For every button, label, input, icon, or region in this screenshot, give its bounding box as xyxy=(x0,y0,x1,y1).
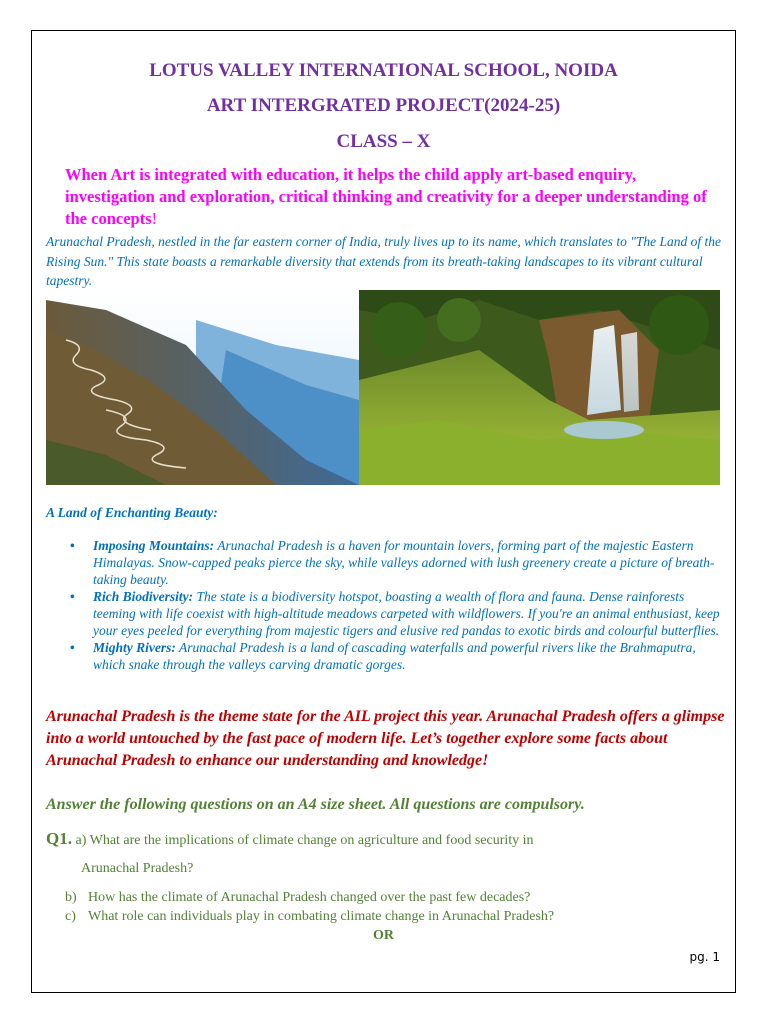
question-1-label: Q1. xyxy=(46,829,72,848)
bullet-title: Mighty Rivers: xyxy=(93,640,176,655)
bullet-icon: • xyxy=(70,538,75,553)
page-number: pg. 1 xyxy=(689,950,720,964)
bullet-title: Imposing Mountains: xyxy=(93,538,215,553)
intro-paragraph xyxy=(65,164,725,230)
intro-text: When Art is integrated with education, it helps the child apply art-based enquiry, investigation and exploration, critical thinking and creativity for a deeper understanding of the concepts xyxy=(65,165,707,228)
list-item xyxy=(70,537,725,588)
project-title: ART INTERGRATED PROJECT(2024-25) xyxy=(206,95,561,116)
class-label: CLASS – X xyxy=(336,131,431,152)
question-1c-label: c) xyxy=(65,909,76,924)
question-1a-continuation: Arunachal Pradesh? xyxy=(81,861,194,876)
list-item xyxy=(70,639,725,673)
question-1a xyxy=(46,829,726,849)
feature-list xyxy=(70,537,725,673)
bullet-text: Arunachal Pradesh is a land of cascading waterfalls and powerful rivers like the Brahmaputra, which snake through the valleys carving dramatic gorges. xyxy=(93,640,696,672)
instruction-text: Answer the following questions on an A4 size sheet. All questions are compulsory. xyxy=(46,796,585,813)
school-name: LOTUS VALLEY INTERNATIONAL SCHOOL, NOIDA xyxy=(149,60,618,81)
description-paragraph: Arunachal Pradesh, nestled in the far eastern corner of India, truly lives up to its name, which translates to "The Land of the Rising Sun." This state boasts a remarkable diversity that extends from its breath-taking landscapes to its vibrant cultural tapestry. xyxy=(46,234,721,288)
bullet-title: Rich Biodiversity: xyxy=(93,589,194,604)
list-item xyxy=(70,588,725,639)
bullet-icon: • xyxy=(70,589,75,604)
question-1a-text: a) What are the implications of climate change on agriculture and food security in xyxy=(71,833,534,848)
question-1b-label: b) xyxy=(65,890,77,905)
waterfall-illustration xyxy=(359,290,720,485)
theme-paragraph: Arunachal Pradesh is the theme state for the AIL project this year. Arunachal Pradesh offers a glimpse into a world untouched by the fast pace of modern life. Let’s together explore some facts about Arunachal Pradesh to enhance our understanding and knowledge! xyxy=(46,708,725,769)
question-1b-text: How has the climate of Arunachal Pradesh changed over the past few decades? xyxy=(88,890,531,905)
waterfall-image xyxy=(359,290,720,485)
mountain-road-image xyxy=(46,290,359,485)
bullet-text: The state is a biodiversity hotspot, boasting a wealth of flora and fauna. Dense rainforests teeming with life coexist with high-altitude meadows carpeted with wildflowers. If you're an animal enthusiast, keep your eyes peeled for everything from majestic tigers and elusive red pandas to exotic birds and colourful butterflies. xyxy=(93,589,720,638)
bullet-text: Arunachal Pradesh is a haven for mountain lovers, forming part of the majestic Eastern Himalayas. Snow-capped peaks pierce the sky, while valleys adorned with lush greenery create a picture of breath-taking beauty. xyxy=(93,538,715,587)
section-title: A Land of Enchanting Beauty: xyxy=(46,505,218,520)
mountain-road-illustration xyxy=(46,290,359,485)
bullet-icon: • xyxy=(70,640,75,655)
intro-end-mark: ! xyxy=(151,209,158,228)
question-1c-text: What role can individuals play in combating climate change in Arunachal Pradesh? xyxy=(88,909,555,924)
or-separator: OR xyxy=(373,928,394,943)
